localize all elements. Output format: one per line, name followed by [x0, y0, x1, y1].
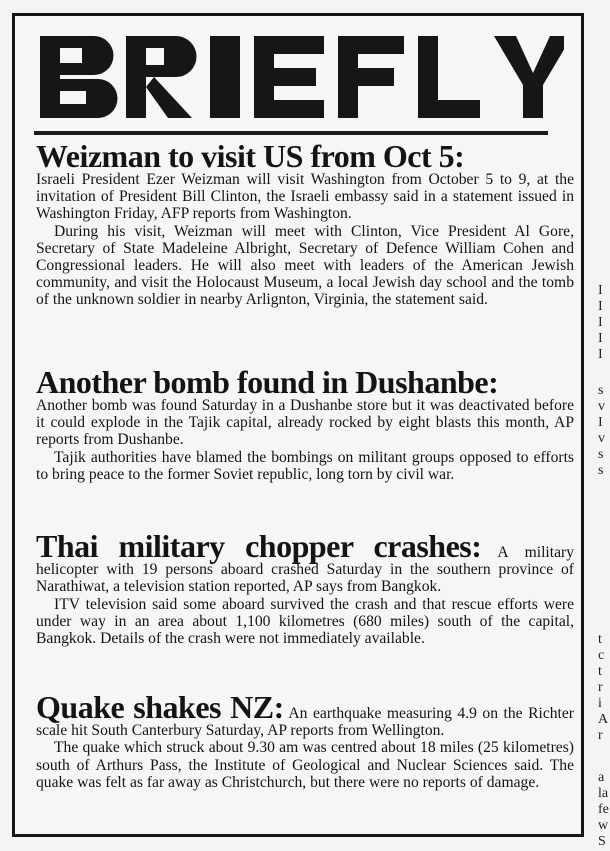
story-lead-paragraph [36, 689, 574, 740]
briefly-masthead [34, 22, 564, 130]
story-text: Israeli President Ezer Weizman will visit Washington from October 5 to 9, at the invitation of President Bill Clinton, the Israeli embassy said in a statement issued in Washington Friday, AFP reports from Washington. [36, 171, 574, 223]
story-text: During his visit, Weizman will meet with Clinton, Vice President Al Gore, Secretary of State Madeleine Albright, Secretary of Defence William Cohen and Congressional leaders. He will also meet with leaders of the American Jewish community, and visit the Holocaust Museum, a local Jewish day school and the tomb of the unknown soldier in nearby Arlignton, Virginia, the statement said. [36, 222, 574, 309]
adjacent-column-fragment [598, 283, 610, 363]
story-paragraph [36, 223, 574, 309]
story-headline: Thai military chopper crashes: [36, 528, 482, 564]
adjacent-column-fragment [598, 770, 610, 850]
adjacent-text: w [598, 818, 609, 833]
adjacent-text: t [598, 632, 602, 647]
adjacent-text: S [598, 834, 606, 849]
adjacent-text: I [598, 331, 603, 346]
story-text: An earthquake measuring 4.9 on the Richter scale hit South Canterbury Saturday, AP reports from Wellington. [36, 705, 574, 740]
story-thai-chopper [36, 528, 575, 648]
adjacent-text: I [598, 283, 603, 298]
story-text: A military helicopter with 19 persons aboard crashed Saturday in the southern province of Narathiwat, a television station reported, AP says from Bangkok. [36, 544, 575, 596]
story-headline: Weizman to visit US from Oct 5: [36, 138, 465, 174]
adjacent-column-fragment [598, 632, 610, 744]
adjacent-text: la [598, 786, 609, 801]
adjacent-text: v [598, 399, 605, 414]
adjacent-text: s [598, 383, 604, 398]
story-paragraph [36, 596, 574, 648]
story-text: The quake which struck about 9.30 am was centred about 18 miles (25 kilometres) south of Arthurs Pass, the Institute of Geological and Nuclear Sciences said. The quake was felt as far away as Christchurch, but there were no reports of damage. [36, 739, 574, 791]
story-paragraph [36, 171, 574, 223]
adjacent-text: s [598, 463, 604, 478]
adjacent-text: r [598, 728, 603, 743]
briefly-masthead-lettering [34, 22, 564, 130]
adjacent-text: A [598, 712, 609, 727]
adjacent-text: a [598, 770, 605, 785]
adjacent-text: c [598, 648, 605, 663]
adjacent-text: i [598, 696, 602, 711]
adjacent-column-fragment [598, 383, 610, 479]
adjacent-text: I [598, 299, 603, 314]
adjacent-text: I [598, 315, 603, 330]
adjacent-text: I [598, 415, 603, 430]
story-text: Tajik authorities have blamed the bombings on militant groups opposed to efforts to bring peace to the former Soviet republic, long torn by civil war. [36, 448, 574, 483]
story-headline: Quake shakes NZ: [36, 689, 284, 725]
adjacent-text: fe [598, 802, 609, 817]
story-weizman [36, 138, 574, 309]
story-dushanbe [36, 364, 574, 483]
story-quake-nz [36, 689, 574, 791]
masthead-rule [34, 131, 548, 135]
adjacent-text: I [598, 347, 603, 362]
adjacent-text: s [598, 447, 604, 462]
adjacent-text: t [598, 664, 602, 679]
adjacent-text: v [598, 431, 605, 446]
story-text: ITV television said some aboard survived the crash and that rescue efforts were under way in an area about 1,100 kilometres (680 miles) south of the capital, Bangkok. Details of the crash were not immediately available. [36, 595, 574, 648]
story-headline: Another bomb found in Dushanbe: [36, 364, 499, 400]
story-paragraph [36, 449, 574, 483]
adjacent-text: r [598, 680, 603, 695]
story-paragraph [36, 739, 574, 791]
story-paragraph [36, 397, 574, 449]
story-lead-paragraph [36, 528, 575, 596]
story-text: Another bomb was found Saturday in a Dushanbe store but it was deactivated before it could explode in the Tajik capital, already rocked by eight blasts this month, AP reports from Dushanbe. [36, 397, 574, 449]
